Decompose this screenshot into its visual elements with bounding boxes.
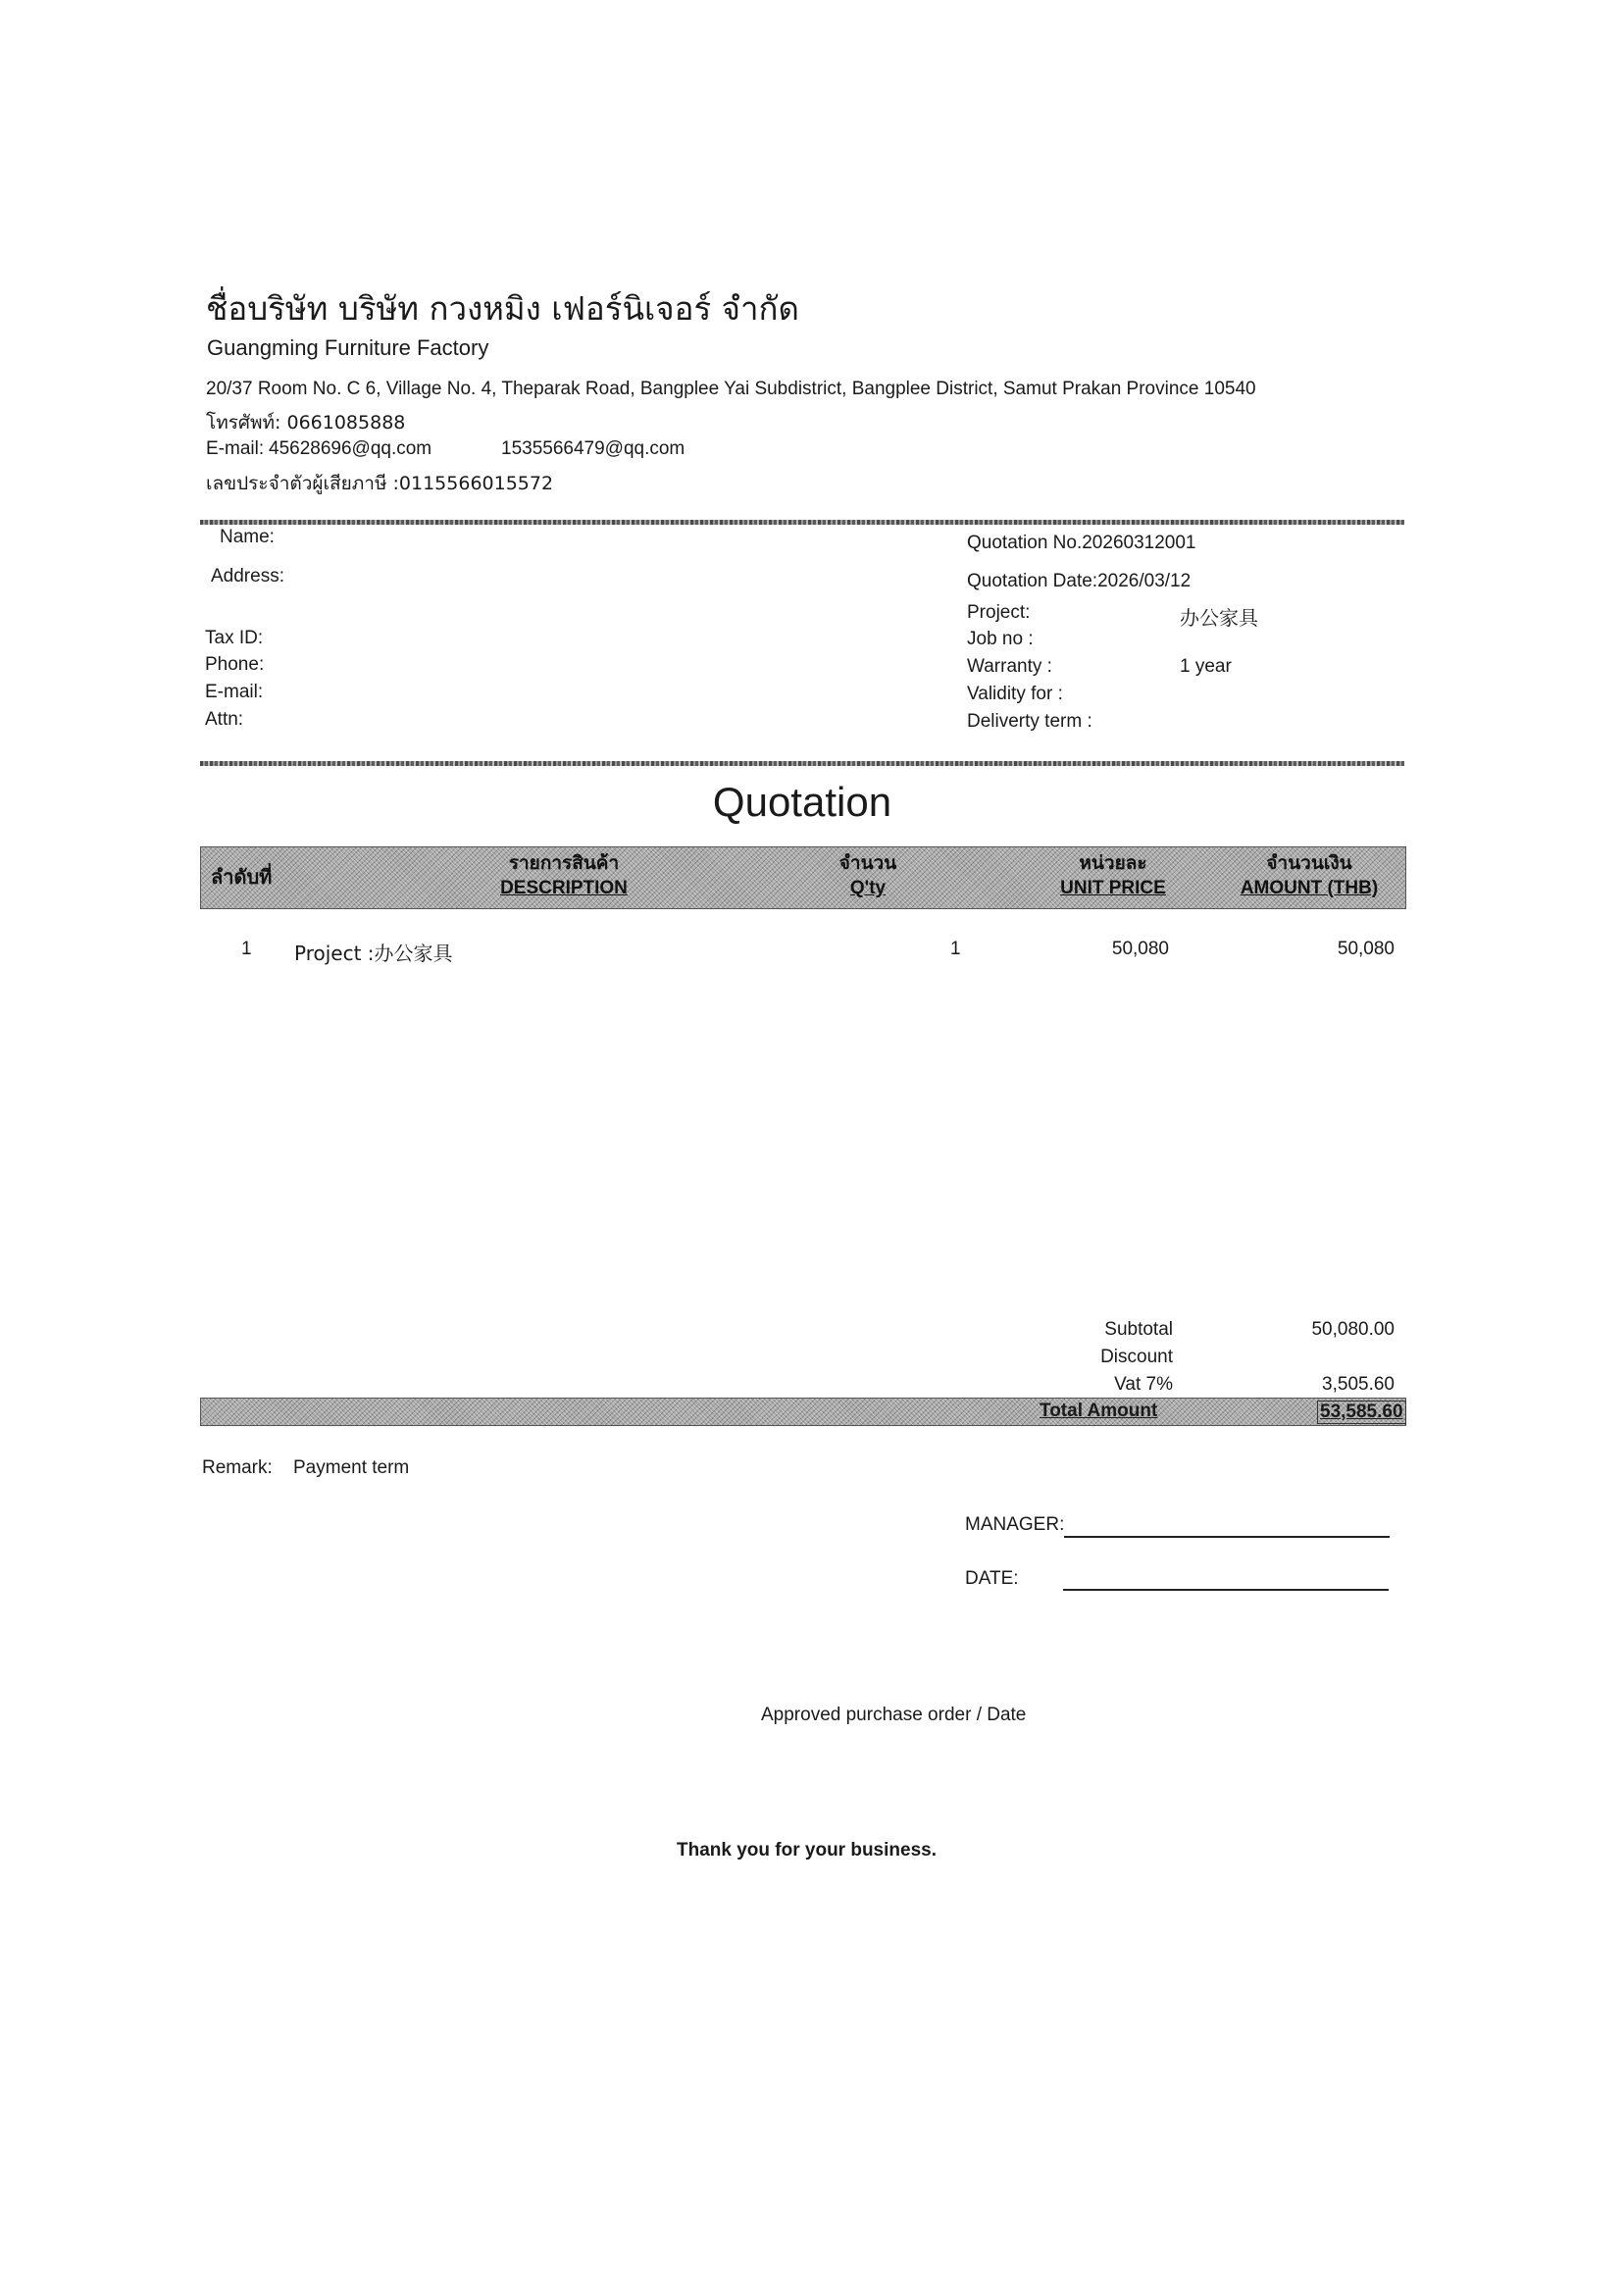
company-address: 20/37 Room No. C 6, Village No. 4, Theparak Road, Bangplee Yai Subdistrict, Bangplee District, Samut Prakan Province 10540 bbox=[206, 379, 1256, 399]
total-amount-value: 53,585.60 bbox=[1317, 1401, 1406, 1424]
row-description: Project :办公家具 bbox=[294, 942, 453, 965]
column-header-amount: จำนวนเงิน AMOUNT (THB) bbox=[1240, 852, 1379, 898]
remark-value: Payment term bbox=[293, 1457, 410, 1478]
company-tax-id: เลขประจำตัวผู้เสียภาษี :0115566015572 bbox=[206, 473, 554, 494]
column-header-qty: จำนวน Q'ty bbox=[838, 852, 897, 898]
document-title: Quotation bbox=[712, 779, 892, 825]
total-amount-label: Total Amount bbox=[1040, 1401, 1158, 1421]
date-label: DATE: bbox=[965, 1568, 1019, 1589]
thank-you-note: Thank you for your business. bbox=[677, 1840, 937, 1861]
delivery-term-label: Deliverty term : bbox=[967, 711, 1092, 732]
row-unit-price: 50,080 bbox=[1111, 939, 1169, 959]
approved-purchase-order: Approved purchase order / Date bbox=[761, 1705, 1027, 1725]
company-phone: โทรศัพท์: 0661085888 bbox=[206, 412, 406, 433]
company-email-label: E-mail: bbox=[206, 438, 265, 459]
customer-phone-label: Phone: bbox=[205, 654, 265, 675]
validity-label: Validity for : bbox=[967, 684, 1063, 704]
quotation-date: Quotation Date:2026/03/12 bbox=[967, 571, 1192, 591]
customer-name-label: Name: bbox=[220, 527, 275, 547]
customer-email-label: E-mail: bbox=[205, 682, 264, 702]
project-value: 办公家具 bbox=[1180, 606, 1258, 630]
row-qty: 1 bbox=[950, 939, 961, 959]
date-signature-line bbox=[1063, 1589, 1389, 1591]
column-header-unit-price: หน่วยละ UNIT PRICE bbox=[1060, 852, 1166, 898]
header-divider-top bbox=[200, 520, 1404, 525]
manager-label: MANAGER: bbox=[965, 1514, 1065, 1535]
table-header bbox=[200, 846, 1406, 909]
subtotal-value: 50,080.00 bbox=[1311, 1319, 1395, 1340]
subtotal-label: Subtotal bbox=[1104, 1319, 1173, 1340]
company-name-english: Guangming Furniture Factory bbox=[207, 335, 489, 360]
customer-attn-label: Attn: bbox=[205, 709, 244, 730]
remark-label: Remark: bbox=[202, 1457, 273, 1478]
company-name-thai: ชื่อบริษัท บริษัท กวงหมิง เฟอร์นิเจอร์ จำกัด bbox=[206, 289, 799, 328]
customer-taxid-label: Tax ID: bbox=[205, 628, 264, 648]
column-header-no: ลำดับที่ bbox=[211, 865, 273, 889]
column-header-description: รายการสินค้า DESCRIPTION bbox=[500, 852, 628, 898]
customer-address-label: Address: bbox=[211, 566, 284, 586]
header-divider-bottom bbox=[200, 761, 1404, 766]
warranty-value: 1 year bbox=[1180, 656, 1232, 677]
company-email-1: 45628696@qq.com bbox=[269, 438, 432, 459]
row-number: 1 bbox=[241, 939, 252, 959]
manager-signature-line bbox=[1064, 1536, 1390, 1538]
quotation-number: Quotation No.20260312001 bbox=[967, 533, 1196, 553]
discount-label: Discount bbox=[1100, 1347, 1173, 1367]
job-no-label: Job no : bbox=[967, 629, 1034, 649]
vat-label: Vat 7% bbox=[1114, 1374, 1173, 1395]
total-amount-band bbox=[200, 1398, 1406, 1426]
row-amount: 50,080 bbox=[1337, 939, 1395, 959]
vat-value: 3,505.60 bbox=[1322, 1374, 1395, 1395]
project-label: Project: bbox=[967, 602, 1031, 623]
company-email-2: 1535566479@qq.com bbox=[501, 438, 685, 459]
warranty-label: Warranty : bbox=[967, 656, 1052, 677]
